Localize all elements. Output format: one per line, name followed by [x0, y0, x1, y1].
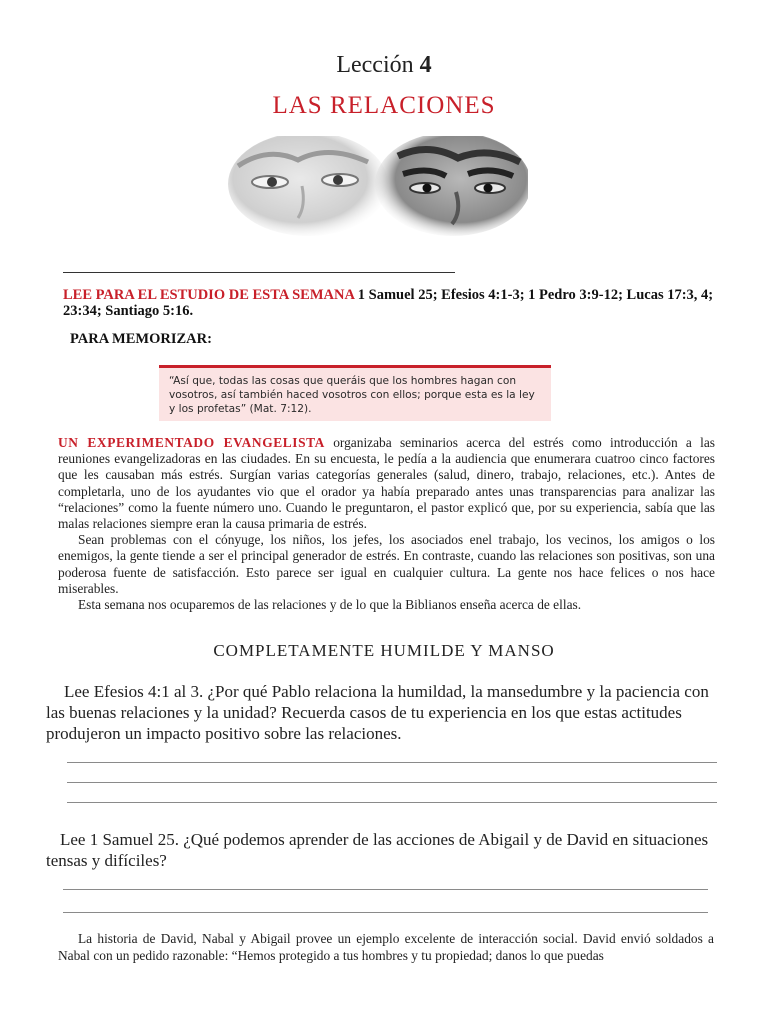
memory-verse: “Así que, todas las cosas que queráis que los hombres hagan con vosotros, así también haced vosotros con ellos; porque esta es la ley y los profetas” (Mat. 7:12). — [169, 375, 535, 415]
memory-verse-box — [159, 365, 551, 421]
intro-text — [58, 435, 715, 613]
intro-paragraph-1 — [58, 435, 715, 532]
answer-line[interactable] — [67, 802, 717, 803]
faces-illustration — [228, 136, 528, 236]
intro-paragraph-2: Sean problemas con el cónyuge, los niños, los jefes, los asociados enel trabajo, los vecinos, los amigos o los enemigos, la gente tiende a ser el principal generador de estrés. En contraste, cuando las relaciones son positivas, son una poderosa fuente de satisfacción. Esto parece ser igual en cualquier cultura. La gente nos hace felices o nos hace miserables. — [58, 532, 715, 596]
intro-paragraph-3: Esta semana nos ocuparemos de las relaciones y de lo que la Biblianos enseña acerca de ellas. — [78, 597, 582, 613]
outro-paragraph: La historia de David, Nabal y Abigail provee un ejemplo excelente de interacción social. David envió soldados a Nabal con un pedido razonable: “Hemos protegido a tus hombres y tu propiedad; danos lo que puedas — [58, 931, 714, 963]
answer-line[interactable] — [67, 782, 717, 783]
lesson-number: 4 — [419, 52, 432, 78]
lesson-title: LAS RELACIONES — [272, 92, 496, 119]
title-divider — [63, 272, 455, 273]
answer-line[interactable] — [67, 762, 717, 763]
question-1: Lee Efesios 4:1 al 3. ¿Por qué Pablo relaciona la humildad, la mansedumbre y la paciencia con las buenas relaciones y la unidad? Recuerda casos de tu experiencia en los que estas actitudes produjeron un impacto positivo sobre las relaciones. — [46, 682, 709, 743]
reading-label: LEE PARA EL ESTUDIO DE ESTA SEMANA — [63, 287, 355, 303]
section-title: COMPLETAMENTE HUMILDE Y MANSO — [213, 641, 555, 660]
memorize-label: PARA MEMORIZAR: — [70, 331, 212, 347]
lesson-word: Lección — [336, 52, 414, 78]
answer-line[interactable] — [63, 889, 708, 890]
answer-line[interactable] — [63, 912, 708, 913]
reading-references: 1 Samuel 25; Efesios 4:1-3; 1 Pedro 3:9-12; Lucas 17:3, 4; 23:34; Santiago 5:16. — [63, 287, 714, 319]
question-2: Lee 1 Samuel 25. ¿Qué podemos aprender de las acciones de Abigail y de David en situaciones tensas y difíciles? — [46, 830, 709, 870]
intro-paragraph-1-text: organizaba seminarios acerca del estrés como introducción a las reuniones evangelizadoras en las ciudades. En su encuesta, le pedía a la audiencia que enumerara cuatroo cinco factores que les causaban más estrés. Surgían varias categorías generales (salud, dinero, trabajo, relaciones, etc.). Antes de completarla, uno de los ayudantes vio que el orador ya había preparado antes unas transparencias para analizar las “relaciones” como la fuente número uno. Cuando le preguntaron, el pastor explicó que, por su experiencia, sabía que las malas relaciones siempre eran la causa primaria de estrés. — [58, 435, 716, 532]
intro-lead: UN EXPERIMENTADO EVANGELISTA — [58, 435, 325, 450]
lesson-heading — [0, 52, 768, 79]
weekly-reading — [63, 287, 723, 319]
